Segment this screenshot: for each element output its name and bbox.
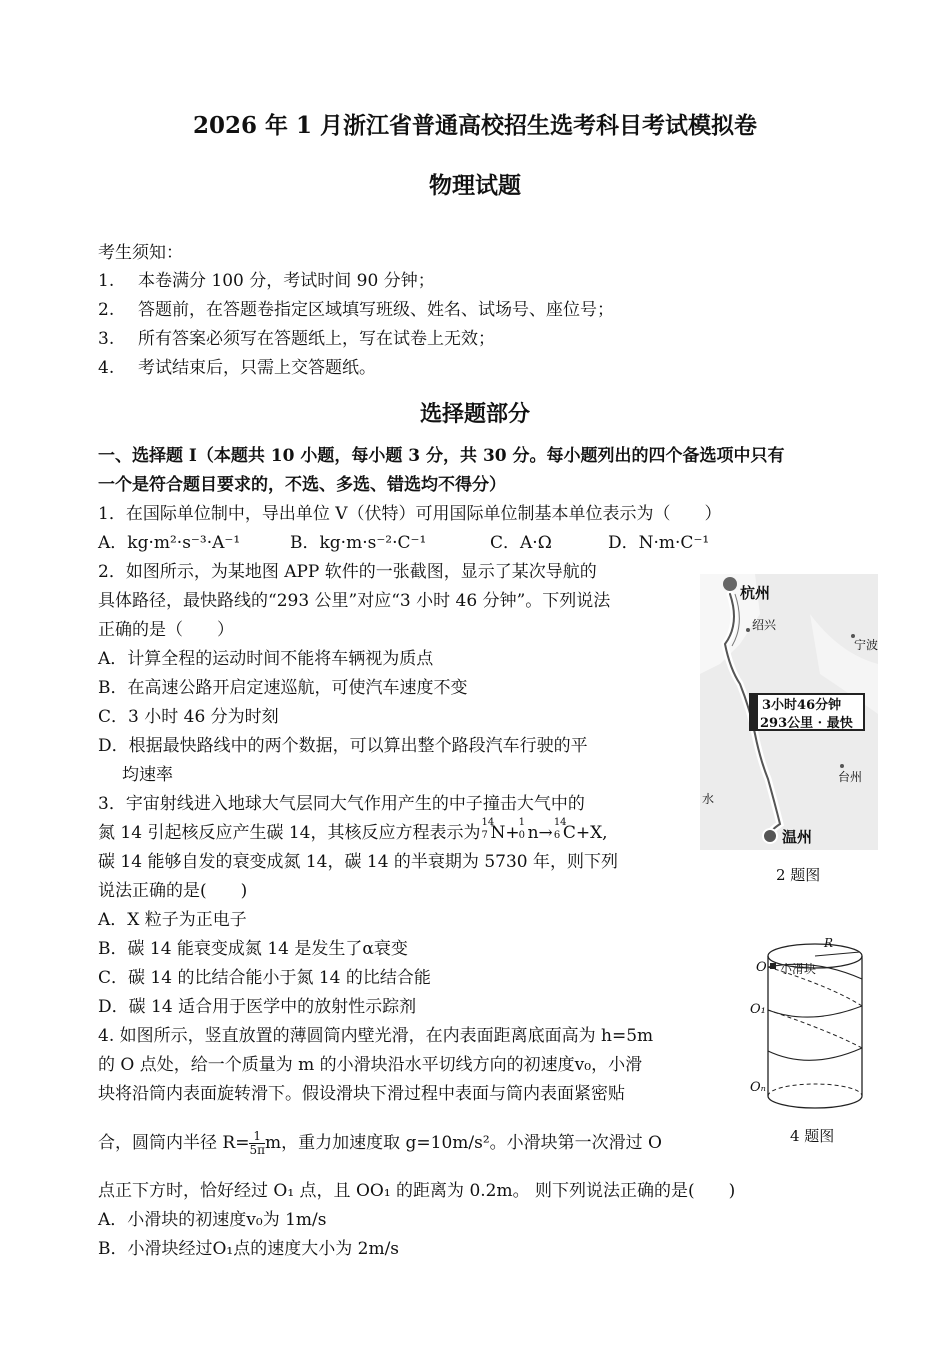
section-instructions: 一、选择题 I（本题共 10 小题，每小题 3 分，共 30 分。每小题列出的四个备选项中只有 [98,446,785,466]
point-o-label: O [756,960,767,975]
map-label-hangzhou: 杭州 [740,584,771,602]
q3-stem: 碳 14 能够自发的衰变成氮 14，碳 14 的半衰期为 5730 年，则下列 [98,852,618,872]
q2-stem: 正确的是（ ） [98,620,234,640]
q4-stem: 点正下方时，恰好经过 O₁ 点，且 OO₁ 的距离为 0.2m。 则下列说法正确的是( ) [98,1181,736,1201]
q3-option-d: D．碳 14 适合用于医学中的放射性示踪剂 [98,997,417,1017]
q4-stem: 的 O 点处，给一个质量为 m 的小滑块沿水平切线方向的初速度v₀，小滑 [98,1055,643,1075]
q3-stem: 说法正确的是( ) [98,881,248,901]
q1-option-c: C．A·Ω [490,533,552,553]
q4-stem: 4. 如图所示，竖直放置的薄圆筒内壁光滑，在内表面距离底面高为 h=5m [98,1026,654,1046]
q2-option-d-cont: 均速率 [122,765,173,785]
point-on-label: Oₙ [750,1080,766,1095]
section-title: 选择题部分 [419,401,530,427]
map-label-water: 水 [702,792,715,806]
map-label-taizhou: 台州 [838,770,863,784]
q3-option-b: B．碳 14 能衰变成氮 14 是发生了α衰变 [98,939,408,959]
cylinder-figure [750,936,880,1126]
q2-option-b: B．在高速公路开启定速巡航，可使汽车速度不变 [98,678,468,698]
q4-stem: 块将沿筒内表面旋转滑下。假设滑块下滑过程中表面与筒内表面紧密贴 [98,1084,625,1104]
map-route-time: 3小时46分钟 [762,698,842,713]
map-label-shaoxing: 绍兴 [752,618,777,632]
q2-figure-caption: 2 题图 [776,866,821,884]
q2-option-c: C．3 小时 46 分为时刻 [98,707,279,727]
q4-option-b: B．小滑块经过O₁点的速度大小为 2m/s [98,1239,400,1259]
q4-figure-caption: 4 题图 [790,1127,835,1145]
map-label-wenzhou: 温州 [782,828,813,846]
navigation-map-figure [700,574,878,850]
q2-stem: 2．如图所示，为某地图 APP 软件的一张截图，显示了某次导航的 [98,562,597,582]
section-instructions: 一个是符合题目要求的，不选、多选、错选均不得分） [98,475,506,495]
notice-item: 3. 所有答案必须写在答题纸上，写在试卷上无效； [98,329,495,349]
q2-option-a: A．计算全程的运动时间不能将车辆视为质点 [98,649,434,669]
page-title: 2026 年 1 月浙江省普通高校招生选考科目考试模拟卷 [192,112,758,139]
notice-item: 1. 本卷满分 100 分，考试时间 90 分钟； [98,271,435,291]
q1-stem: 1．在国际单位制中，导出单位 V（伏特）可用国际单位制基本单位表示为（ ） [98,504,722,524]
q3-stem: 氮 14 引起核反应产生碳 14，其核反应方程表示为 14 7 N+ 1 0 n→ 14 6 C+X, [98,817,608,843]
notice-item: 4. 考试结束后，只需上交答题纸。 [98,358,376,378]
notice-item: 2. 答题前，在答题卷指定区域填写班级、姓名、试场号、座位号； [98,300,614,320]
notice-heading: 考生须知： [98,243,183,263]
q1-option-b: B．kg·m·s⁻²·C⁻¹ [290,533,427,553]
block-label: 小滑块 [780,962,817,976]
q3-option-a: A．X 粒子为正电子 [98,910,247,930]
map-label-ningbo: 宁波 [854,638,879,652]
page-subtitle: 物理试题 [429,172,521,199]
q1-option-a: A．kg·m²·s⁻³·A⁻¹ [98,533,241,553]
point-o1-label: O₁ [750,1002,766,1017]
q4-stem: 合，圆筒内半径 R= $\frac{1}{5\pi}$ m，重力加速度取 g=10m/s²。小滑块第一次滑过 O [98,1129,662,1157]
q3-stem: 3．宇宙射线进入地球大气层同大气作用产生的中子撞击大气中的 [98,794,585,814]
q2-stem: 具体路径，最快路线的“293 公里”对应“3 小时 46 分钟”。下列说法 [98,591,611,611]
q2-option-d: D．根据最快路线中的两个数据，可以算出整个路段汽车行驶的平 [98,736,588,756]
q4-option-a: A．小滑块的初速度v₀为 1m/s [98,1210,327,1230]
q1-option-d: D．N·m·C⁻¹ [608,533,710,553]
q3-option-c: C．碳 14 的比结合能小于氮 14 的比结合能 [98,968,431,988]
map-route-distance: 293公里 · 最快 [760,716,853,731]
radius-label: R [824,936,834,950]
